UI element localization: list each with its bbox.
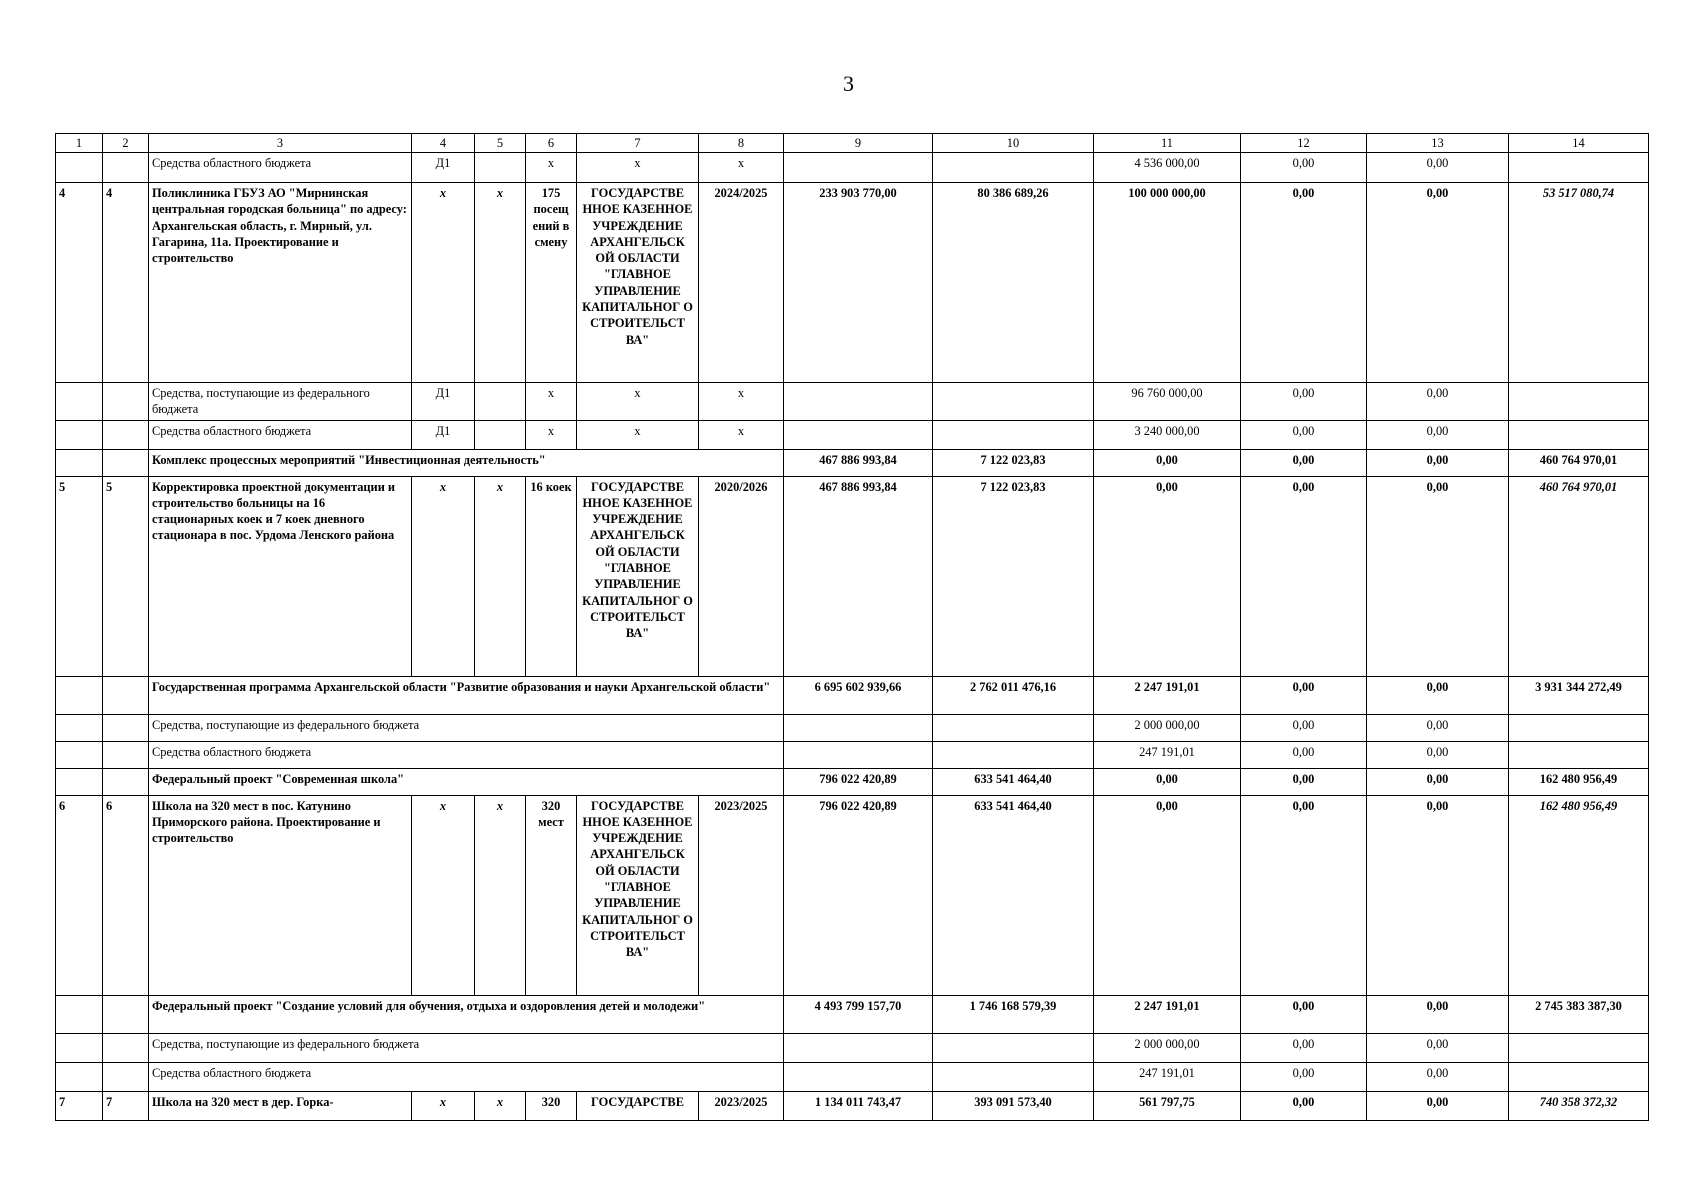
amount-cell: 247 191,01 (1094, 1062, 1241, 1091)
cell-empty (933, 1033, 1094, 1062)
amount-cell: 393 091 573,40 (933, 1091, 1094, 1120)
funding-source-row (56, 1033, 1649, 1062)
capacity-cell: x (526, 153, 577, 183)
row-number: 4 (56, 183, 103, 383)
header-cell: 5 (475, 134, 526, 153)
period-cell: 2023/2025 (699, 1091, 784, 1120)
code-cell: Д1 (412, 383, 475, 421)
code-cell: Д1 (412, 153, 475, 183)
code-cell: x (412, 1091, 475, 1120)
cell-empty (103, 676, 149, 714)
cell-empty (784, 383, 933, 421)
cell-empty (475, 383, 526, 421)
cell-empty (475, 420, 526, 449)
cell-empty (56, 383, 103, 421)
amount-cell: 3 931 344 272,49 (1509, 676, 1649, 714)
header-cell: 9 (784, 134, 933, 153)
amount-cell: 0,00 (1094, 449, 1241, 476)
amount-cell: 3 240 000,00 (1094, 420, 1241, 449)
amount-cell: 0,00 (1094, 768, 1241, 795)
cell-empty (56, 741, 103, 768)
cell-empty (103, 153, 149, 183)
amount-cell: 80 386 689,26 (933, 183, 1094, 383)
object-row (56, 795, 1649, 995)
period-cell: 2023/2025 (699, 795, 784, 995)
amount-cell: 4 536 000,00 (1094, 153, 1241, 183)
funding-source-name: Средства областного бюджета (149, 1062, 784, 1091)
header-cell: 2 (103, 134, 149, 153)
amount-cell: 53 517 080,74 (1509, 183, 1649, 383)
period-cell: 2020/2026 (699, 476, 784, 676)
amount-cell: 0,00 (1241, 383, 1367, 421)
cell-empty (56, 995, 103, 1033)
capacity-cell: 175 посещ ений в смену (526, 183, 577, 383)
capacity-cell: 320 мест (526, 795, 577, 995)
row-index: 4 (103, 183, 149, 383)
customer-cell: ГОСУДАРСТВЕ ННОЕ КАЗЕННОЕ УЧРЕЖДЕНИЕ АРХАНГЕЛЬСК ОЙ ОБЛАСТИ "ГЛАВНОЕ УПРАВЛЕНИЕ КАПИТАЛЬНОГ О СТРОИТЕЛЬСТ ВА" (577, 476, 699, 676)
header-cell: 4 (412, 134, 475, 153)
amount-cell: 0,00 (1367, 741, 1509, 768)
cell-empty (933, 1062, 1094, 1091)
object-name: Школа на 320 мест в дер. Горка- (149, 1091, 412, 1120)
cell-empty (103, 714, 149, 741)
object-row (56, 183, 1649, 383)
period-cell: x (699, 383, 784, 421)
cell-empty (933, 420, 1094, 449)
cell-empty (56, 449, 103, 476)
cell-empty (103, 741, 149, 768)
code-cell: x (412, 183, 475, 383)
amount-cell: 100 000 000,00 (1094, 183, 1241, 383)
section-total-row (56, 768, 1649, 795)
amount-cell: 0,00 (1367, 714, 1509, 741)
header-cell: 13 (1367, 134, 1509, 153)
period-cell: 2024/2025 (699, 183, 784, 383)
row-number: 5 (56, 476, 103, 676)
capacity-cell: x (526, 383, 577, 421)
amount-cell: 0,00 (1367, 449, 1509, 476)
amount-cell: 96 760 000,00 (1094, 383, 1241, 421)
amount-cell: 0,00 (1241, 768, 1367, 795)
amount-cell: 0,00 (1241, 153, 1367, 183)
cell-empty (933, 741, 1094, 768)
customer-cell: ГОСУДАРСТВЕ (577, 1091, 699, 1120)
cell-empty (784, 1062, 933, 1091)
amount-cell: 740 358 372,32 (1509, 1091, 1649, 1120)
amount-cell: 0,00 (1367, 476, 1509, 676)
cell-empty (784, 1033, 933, 1062)
cell-empty (933, 383, 1094, 421)
funding-source-name: Средства областного бюджета (149, 420, 412, 449)
amount-cell: 796 022 420,89 (784, 768, 933, 795)
amount-cell: 2 247 191,01 (1094, 995, 1241, 1033)
code-cell: x (475, 1091, 526, 1120)
cell-empty (103, 995, 149, 1033)
amount-cell: 0,00 (1367, 153, 1509, 183)
amount-cell: 796 022 420,89 (784, 795, 933, 995)
amount-cell: 1 746 168 579,39 (933, 995, 1094, 1033)
cell-empty (103, 383, 149, 421)
cell-empty (1509, 714, 1649, 741)
cell-empty (933, 714, 1094, 741)
cell-empty (1509, 383, 1649, 421)
amount-cell: 162 480 956,49 (1509, 795, 1649, 995)
cell-empty (1509, 1033, 1649, 1062)
object-name: Школа на 320 мест в пос. Катунино Приморского района. Проектирование и строительство (149, 795, 412, 995)
code-cell: x (475, 476, 526, 676)
customer-cell: ГОСУДАРСТВЕ ННОЕ КАЗЕННОЕ УЧРЕЖДЕНИЕ АРХАНГЕЛЬСК ОЙ ОБЛАСТИ "ГЛАВНОЕ УПРАВЛЕНИЕ КАПИТАЛЬНОГ О СТРОИТЕЛЬСТ ВА" (577, 183, 699, 383)
header-cell: 7 (577, 134, 699, 153)
period-cell: x (699, 420, 784, 449)
funding-source-name: Средства, поступающие из федерального бюджета (149, 383, 412, 421)
header-cell: 3 (149, 134, 412, 153)
amount-cell: 0,00 (1094, 795, 1241, 995)
cell-empty (784, 714, 933, 741)
amount-cell: 247 191,01 (1094, 741, 1241, 768)
cell-empty (56, 768, 103, 795)
section-total-row (56, 676, 1649, 714)
amount-cell: 467 886 993,84 (784, 476, 933, 676)
header-cell: 1 (56, 134, 103, 153)
customer-cell: ГОСУДАРСТВЕ ННОЕ КАЗЕННОЕ УЧРЕЖДЕНИЕ АРХАНГЕЛЬСК ОЙ ОБЛАСТИ "ГЛАВНОЕ УПРАВЛЕНИЕ КАПИТАЛЬНОГ О СТРОИТЕЛЬСТ ВА" (577, 795, 699, 995)
amount-cell: 162 480 956,49 (1509, 768, 1649, 795)
section-title: Комплекс процессных мероприятий "Инвестиционная деятельность" (149, 449, 784, 476)
amount-cell: 0,00 (1367, 1091, 1509, 1120)
customer-cell: x (577, 153, 699, 183)
cell-empty (1509, 1062, 1649, 1091)
cell-empty (784, 420, 933, 449)
code-cell: x (475, 795, 526, 995)
amount-cell: 0,00 (1367, 795, 1509, 995)
section-title: Федеральный проект "Современная школа" (149, 768, 784, 795)
cell-empty (784, 741, 933, 768)
amount-cell: 0,00 (1241, 183, 1367, 383)
budget-table (55, 133, 1649, 1121)
cell-empty (56, 153, 103, 183)
header-cell: 8 (699, 134, 784, 153)
amount-cell: 0,00 (1241, 741, 1367, 768)
amount-cell: 0,00 (1367, 768, 1509, 795)
cell-empty (56, 1062, 103, 1091)
funding-source-row (56, 714, 1649, 741)
section-title: Государственная программа Архангельской области "Развитие образования и науки Архангельской области" (149, 676, 784, 714)
amount-cell: 460 764 970,01 (1509, 449, 1649, 476)
amount-cell: 0,00 (1241, 795, 1367, 995)
funding-source-row (56, 153, 1649, 183)
amount-cell: 0,00 (1241, 1033, 1367, 1062)
amount-cell: 0,00 (1241, 449, 1367, 476)
cell-empty (784, 153, 933, 183)
cell-empty (1509, 153, 1649, 183)
amount-cell: 2 247 191,01 (1094, 676, 1241, 714)
row-index: 7 (103, 1091, 149, 1120)
amount-cell: 633 541 464,40 (933, 768, 1094, 795)
funding-source-row (56, 1062, 1649, 1091)
cell-empty (933, 153, 1094, 183)
funding-source-row (56, 420, 1649, 449)
amount-cell: 0,00 (1241, 676, 1367, 714)
cell-empty (1509, 741, 1649, 768)
amount-cell: 7 122 023,83 (933, 449, 1094, 476)
object-name: Поликлиника ГБУЗ АО "Мирнинская центральная городская больница" по адресу: Архангельская область, г. Мирный, ул. Гагарина, 11а. Проектирование и строительство (149, 183, 412, 383)
code-cell: x (412, 795, 475, 995)
section-title: Федеральный проект "Создание условий для обучения, отдыха и оздоровления детей и молодежи" (149, 995, 784, 1033)
amount-cell: 0,00 (1241, 714, 1367, 741)
capacity-cell: 16 коек (526, 476, 577, 676)
header-cell: 11 (1094, 134, 1241, 153)
amount-cell: 0,00 (1367, 676, 1509, 714)
amount-cell: 0,00 (1367, 183, 1509, 383)
cell-empty (103, 1033, 149, 1062)
code-cell: x (412, 476, 475, 676)
object-row (56, 1091, 1649, 1120)
header-cell: 12 (1241, 134, 1367, 153)
cell-empty (103, 420, 149, 449)
capacity-cell: 320 (526, 1091, 577, 1120)
amount-cell: 0,00 (1094, 476, 1241, 676)
row-index: 6 (103, 795, 149, 995)
funding-source-name: Средства, поступающие из федерального бюджета (149, 714, 784, 741)
amount-cell: 467 886 993,84 (784, 449, 933, 476)
amount-cell: 4 493 799 157,70 (784, 995, 933, 1033)
header-cell: 14 (1509, 134, 1649, 153)
amount-cell: 233 903 770,00 (784, 183, 933, 383)
amount-cell: 561 797,75 (1094, 1091, 1241, 1120)
cell-empty (56, 1033, 103, 1062)
amount-cell: 2 000 000,00 (1094, 1033, 1241, 1062)
row-number: 6 (56, 795, 103, 995)
cell-empty (56, 676, 103, 714)
cell-empty (475, 153, 526, 183)
code-cell: Д1 (412, 420, 475, 449)
amount-cell: 2 745 383 387,30 (1509, 995, 1649, 1033)
amount-cell: 1 134 011 743,47 (784, 1091, 933, 1120)
object-row (56, 476, 1649, 676)
customer-cell: x (577, 383, 699, 421)
row-index: 5 (103, 476, 149, 676)
cell-empty (56, 714, 103, 741)
amount-cell: 2 000 000,00 (1094, 714, 1241, 741)
amount-cell: 0,00 (1367, 1062, 1509, 1091)
amount-cell: 7 122 023,83 (933, 476, 1094, 676)
customer-cell: x (577, 420, 699, 449)
page-number: 3 (843, 71, 854, 96)
cell-empty (56, 420, 103, 449)
funding-source-name: Средства областного бюджета (149, 153, 412, 183)
funding-source-row (56, 741, 1649, 768)
cell-empty (103, 449, 149, 476)
amount-cell: 633 541 464,40 (933, 795, 1094, 995)
funding-source-name: Средства, поступающие из федерального бюджета (149, 1033, 784, 1062)
cell-empty (103, 1062, 149, 1091)
amount-cell: 460 764 970,01 (1509, 476, 1649, 676)
cell-empty (103, 768, 149, 795)
amount-cell: 0,00 (1241, 476, 1367, 676)
amount-cell: 0,00 (1241, 1062, 1367, 1091)
section-total-row (56, 995, 1649, 1033)
amount-cell: 2 762 011 476,16 (933, 676, 1094, 714)
amount-cell: 0,00 (1367, 383, 1509, 421)
amount-cell: 6 695 602 939,66 (784, 676, 933, 714)
amount-cell: 0,00 (1367, 420, 1509, 449)
amount-cell: 0,00 (1367, 1033, 1509, 1062)
object-name: Корректировка проектной документации и строительство больницы на 16 стационарных коек и 7 коек дневного стационара в пос. Урдома Ленского района (149, 476, 412, 676)
header-cell: 10 (933, 134, 1094, 153)
amount-cell: 0,00 (1367, 995, 1509, 1033)
code-cell: x (475, 183, 526, 383)
capacity-cell: x (526, 420, 577, 449)
funding-source-name: Средства областного бюджета (149, 741, 784, 768)
amount-cell: 0,00 (1241, 420, 1367, 449)
period-cell: x (699, 153, 784, 183)
amount-cell: 0,00 (1241, 1091, 1367, 1120)
amount-cell: 0,00 (1241, 995, 1367, 1033)
header-cell: 6 (526, 134, 577, 153)
cell-empty (1509, 420, 1649, 449)
funding-source-row (56, 383, 1649, 421)
column-number-header (56, 134, 1649, 153)
row-number: 7 (56, 1091, 103, 1120)
section-total-row (56, 449, 1649, 476)
